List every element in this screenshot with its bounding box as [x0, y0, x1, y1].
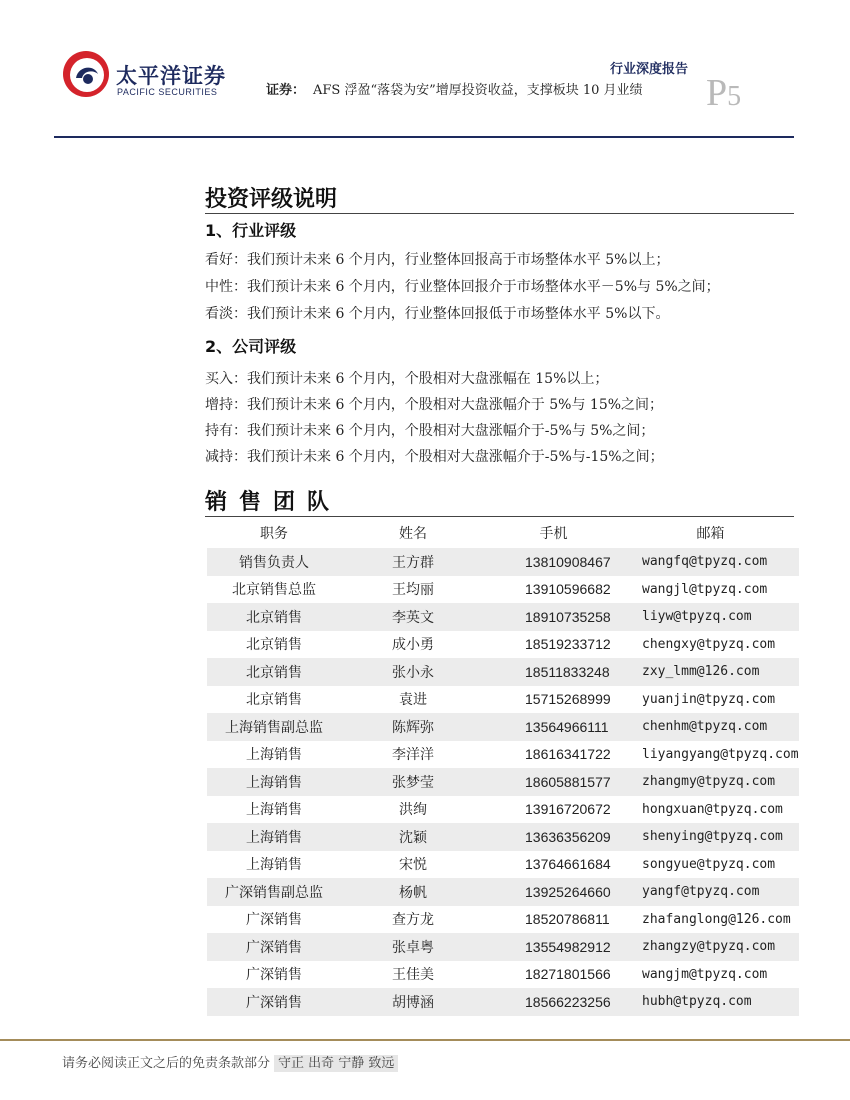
industry-rating-line: 中性：我们预计未来 6 个月内，行业整体回报介于市场整体水平－5%与 5%之间；: [205, 279, 720, 295]
cell-title: 广深销售: [246, 967, 302, 984]
cell-phone: 13910596682: [525, 581, 611, 598]
logo-emblem-icon: [60, 48, 112, 100]
table-row: [207, 878, 799, 906]
cell-name: 李洋洋: [392, 747, 434, 764]
cell-email[interactable]: chengxy@tpyzq.com: [642, 636, 776, 652]
cell-email[interactable]: songyue@tpyzq.com: [642, 856, 776, 872]
cell-phone: 13810908467: [485, 548, 622, 576]
company-rating-line: 买入：我们预计未来 6 个月内，个股相对大盘涨幅在 15%以上；: [205, 371, 609, 387]
cell-title: 广深销售: [207, 988, 341, 1016]
page-letter: P: [706, 72, 728, 114]
cell-phone: 18616341722: [525, 746, 611, 763]
cell-phone: 18511833248: [485, 658, 622, 686]
cell-email[interactable]: yuanjin@tpyzq.com: [642, 691, 776, 707]
cell-email[interactable]: yangf@tpyzq.com: [622, 878, 799, 906]
cell-title: 上海销售: [246, 802, 302, 819]
page-footer: [62, 1052, 398, 1071]
sales-team-title: 销售团队: [205, 490, 342, 515]
cell-title: 广深销售: [246, 912, 302, 929]
cell-phone: 18271801566: [525, 966, 611, 983]
cell-email[interactable]: chenhm@tpyzq.com: [622, 713, 799, 741]
footer-motto: 守正 出奇 宁静 致远: [274, 1055, 398, 1072]
cell-title: 销售负责人: [207, 548, 341, 576]
table-row: [207, 961, 799, 989]
table-row: [207, 631, 799, 659]
table-row: [207, 548, 799, 576]
cell-phone: 18520786811: [525, 911, 610, 928]
cell-name: 杨帆: [341, 878, 485, 906]
rating-section-title: 投资评级说明: [205, 187, 338, 212]
cell-title: 北京销售: [246, 692, 302, 709]
table-row: [207, 603, 799, 631]
sector-label: 证券：: [266, 83, 306, 98]
table-row: [207, 851, 799, 879]
company-rating-line: 持有：我们预计未来 6 个月内，个股相对大盘涨幅介于-5%与 5%之间；: [205, 423, 655, 439]
cell-email[interactable]: hubh@tpyzq.com: [622, 988, 799, 1016]
cell-phone: 18910735258: [485, 603, 622, 631]
cell-name: 袁进: [399, 692, 427, 709]
cell-title: 北京销售: [207, 658, 341, 686]
cell-title: 上海销售: [246, 857, 302, 874]
cell-name: 查方龙: [392, 912, 434, 929]
table-row: [207, 768, 799, 796]
header-divider: [54, 136, 794, 138]
cell-title: 广深销售副总监: [207, 878, 341, 906]
header-title: 职务: [260, 526, 288, 542]
cell-name: 张梦莹: [341, 768, 485, 796]
table-row: [207, 988, 799, 1016]
cell-email[interactable]: zhafanglong@126.com: [642, 911, 791, 927]
cell-phone: 13554982912: [485, 933, 622, 961]
cell-title: 上海销售副总监: [207, 713, 341, 741]
cell-phone: 13916720672: [525, 801, 611, 818]
table-row: [207, 823, 799, 851]
cell-email[interactable]: hongxuan@tpyzq.com: [642, 801, 783, 817]
table-row: [207, 658, 799, 686]
cell-phone: 13564966111: [485, 713, 622, 741]
cell-name: 王方群: [341, 548, 485, 576]
table-row: [207, 741, 799, 769]
team-table-body: [207, 548, 799, 1016]
company-rating-heading: 2、公司评级: [205, 337, 297, 356]
cell-name: 胡博涵: [341, 988, 485, 1016]
cell-title: 上海销售: [246, 747, 302, 764]
cell-title: 北京销售: [246, 637, 302, 654]
sales-team-table: [207, 518, 799, 1016]
cell-name: 王佳美: [392, 967, 434, 984]
company-rating-line: 减持：我们预计未来 6 个月内，个股相对大盘涨幅介于-5%与-15%之间；: [205, 449, 664, 465]
table-row: [207, 713, 799, 741]
footer-divider: [0, 1039, 850, 1041]
subtitle-text: AFS 浮盈“落袋为安”增厚投资收益，支撑板块 10 月业绩: [313, 83, 643, 98]
header-name: 姓名: [399, 526, 427, 542]
industry-rating-line: 看好：我们预计未来 6 个月内，行业整体回报高于市场整体水平 5%以上；: [205, 252, 670, 268]
cell-email[interactable]: liyangyang@tpyzq.com: [642, 746, 799, 762]
header-email: 邮箱: [696, 526, 725, 542]
cell-phone: 15715268999: [525, 691, 611, 708]
table-row: [207, 576, 799, 604]
table-row: [207, 796, 799, 824]
industry-rating-heading: 1、行业评级: [205, 221, 297, 240]
cell-phone: 13636356209: [485, 823, 622, 851]
cell-email[interactable]: zxy_lmm@126.com: [622, 658, 799, 686]
report-subtitle: [266, 79, 643, 98]
cell-name: 张小永: [341, 658, 485, 686]
cell-phone: 13764661684: [525, 856, 611, 873]
logo-text-cn: 太平洋证券: [116, 64, 226, 88]
cell-name: 陈辉弥: [341, 713, 485, 741]
cell-email[interactable]: wangfq@tpyzq.com: [622, 548, 799, 576]
cell-title: 北京销售总监: [232, 582, 316, 599]
cell-email[interactable]: wangjl@tpyzq.com: [642, 581, 768, 597]
cell-name: 成小勇: [392, 637, 434, 654]
company-logo: [60, 48, 230, 108]
footer-disclaimer: 请务必阅读正文之后的免责条款部分: [62, 1056, 271, 1071]
team-divider: [205, 516, 794, 517]
cell-email[interactable]: zhangmy@tpyzq.com: [622, 768, 799, 796]
cell-title: 北京销售: [207, 603, 341, 631]
cell-name: 沈颖: [341, 823, 485, 851]
cell-name: 张卓粤: [341, 933, 485, 961]
page-digit: 5: [727, 81, 742, 112]
page-number: [706, 74, 741, 112]
cell-phone: 18519233712: [525, 636, 611, 653]
cell-email[interactable]: zhangzy@tpyzq.com: [622, 933, 799, 961]
table-header-row: [207, 518, 799, 548]
cell-phone: 13925264660: [485, 878, 622, 906]
table-row: [207, 686, 799, 714]
cell-email[interactable]: shenying@tpyzq.com: [622, 823, 799, 851]
cell-title: 上海销售: [207, 823, 341, 851]
cell-phone: 18566223256: [485, 988, 622, 1016]
cell-name: 宋悦: [399, 857, 427, 874]
logo-text-en: PACIFIC SECURITIES: [117, 87, 218, 97]
cell-name: 王均丽: [392, 582, 434, 599]
cell-title: 广深销售: [207, 933, 341, 961]
header-phone: 手机: [539, 526, 568, 542]
company-rating-line: 增持：我们预计未来 6 个月内，个股相对大盘涨幅介于 5%与 15%之间；: [205, 397, 664, 413]
table-row: [207, 933, 799, 961]
report-type: 行业深度报告: [609, 62, 688, 77]
cell-phone: 18605881577: [485, 768, 622, 796]
page-header: [0, 0, 850, 145]
cell-name: 李英文: [341, 603, 485, 631]
cell-name: 洪绚: [399, 802, 427, 819]
rating-divider: [205, 213, 794, 214]
table-row: [207, 906, 799, 934]
industry-rating-line: 看淡：我们预计未来 6 个月内，行业整体回报低于市场整体水平 5%以下。: [205, 306, 670, 322]
cell-email[interactable]: liyw@tpyzq.com: [622, 603, 799, 631]
cell-title: 上海销售: [207, 768, 341, 796]
cell-email[interactable]: wangjm@tpyzq.com: [642, 966, 768, 982]
